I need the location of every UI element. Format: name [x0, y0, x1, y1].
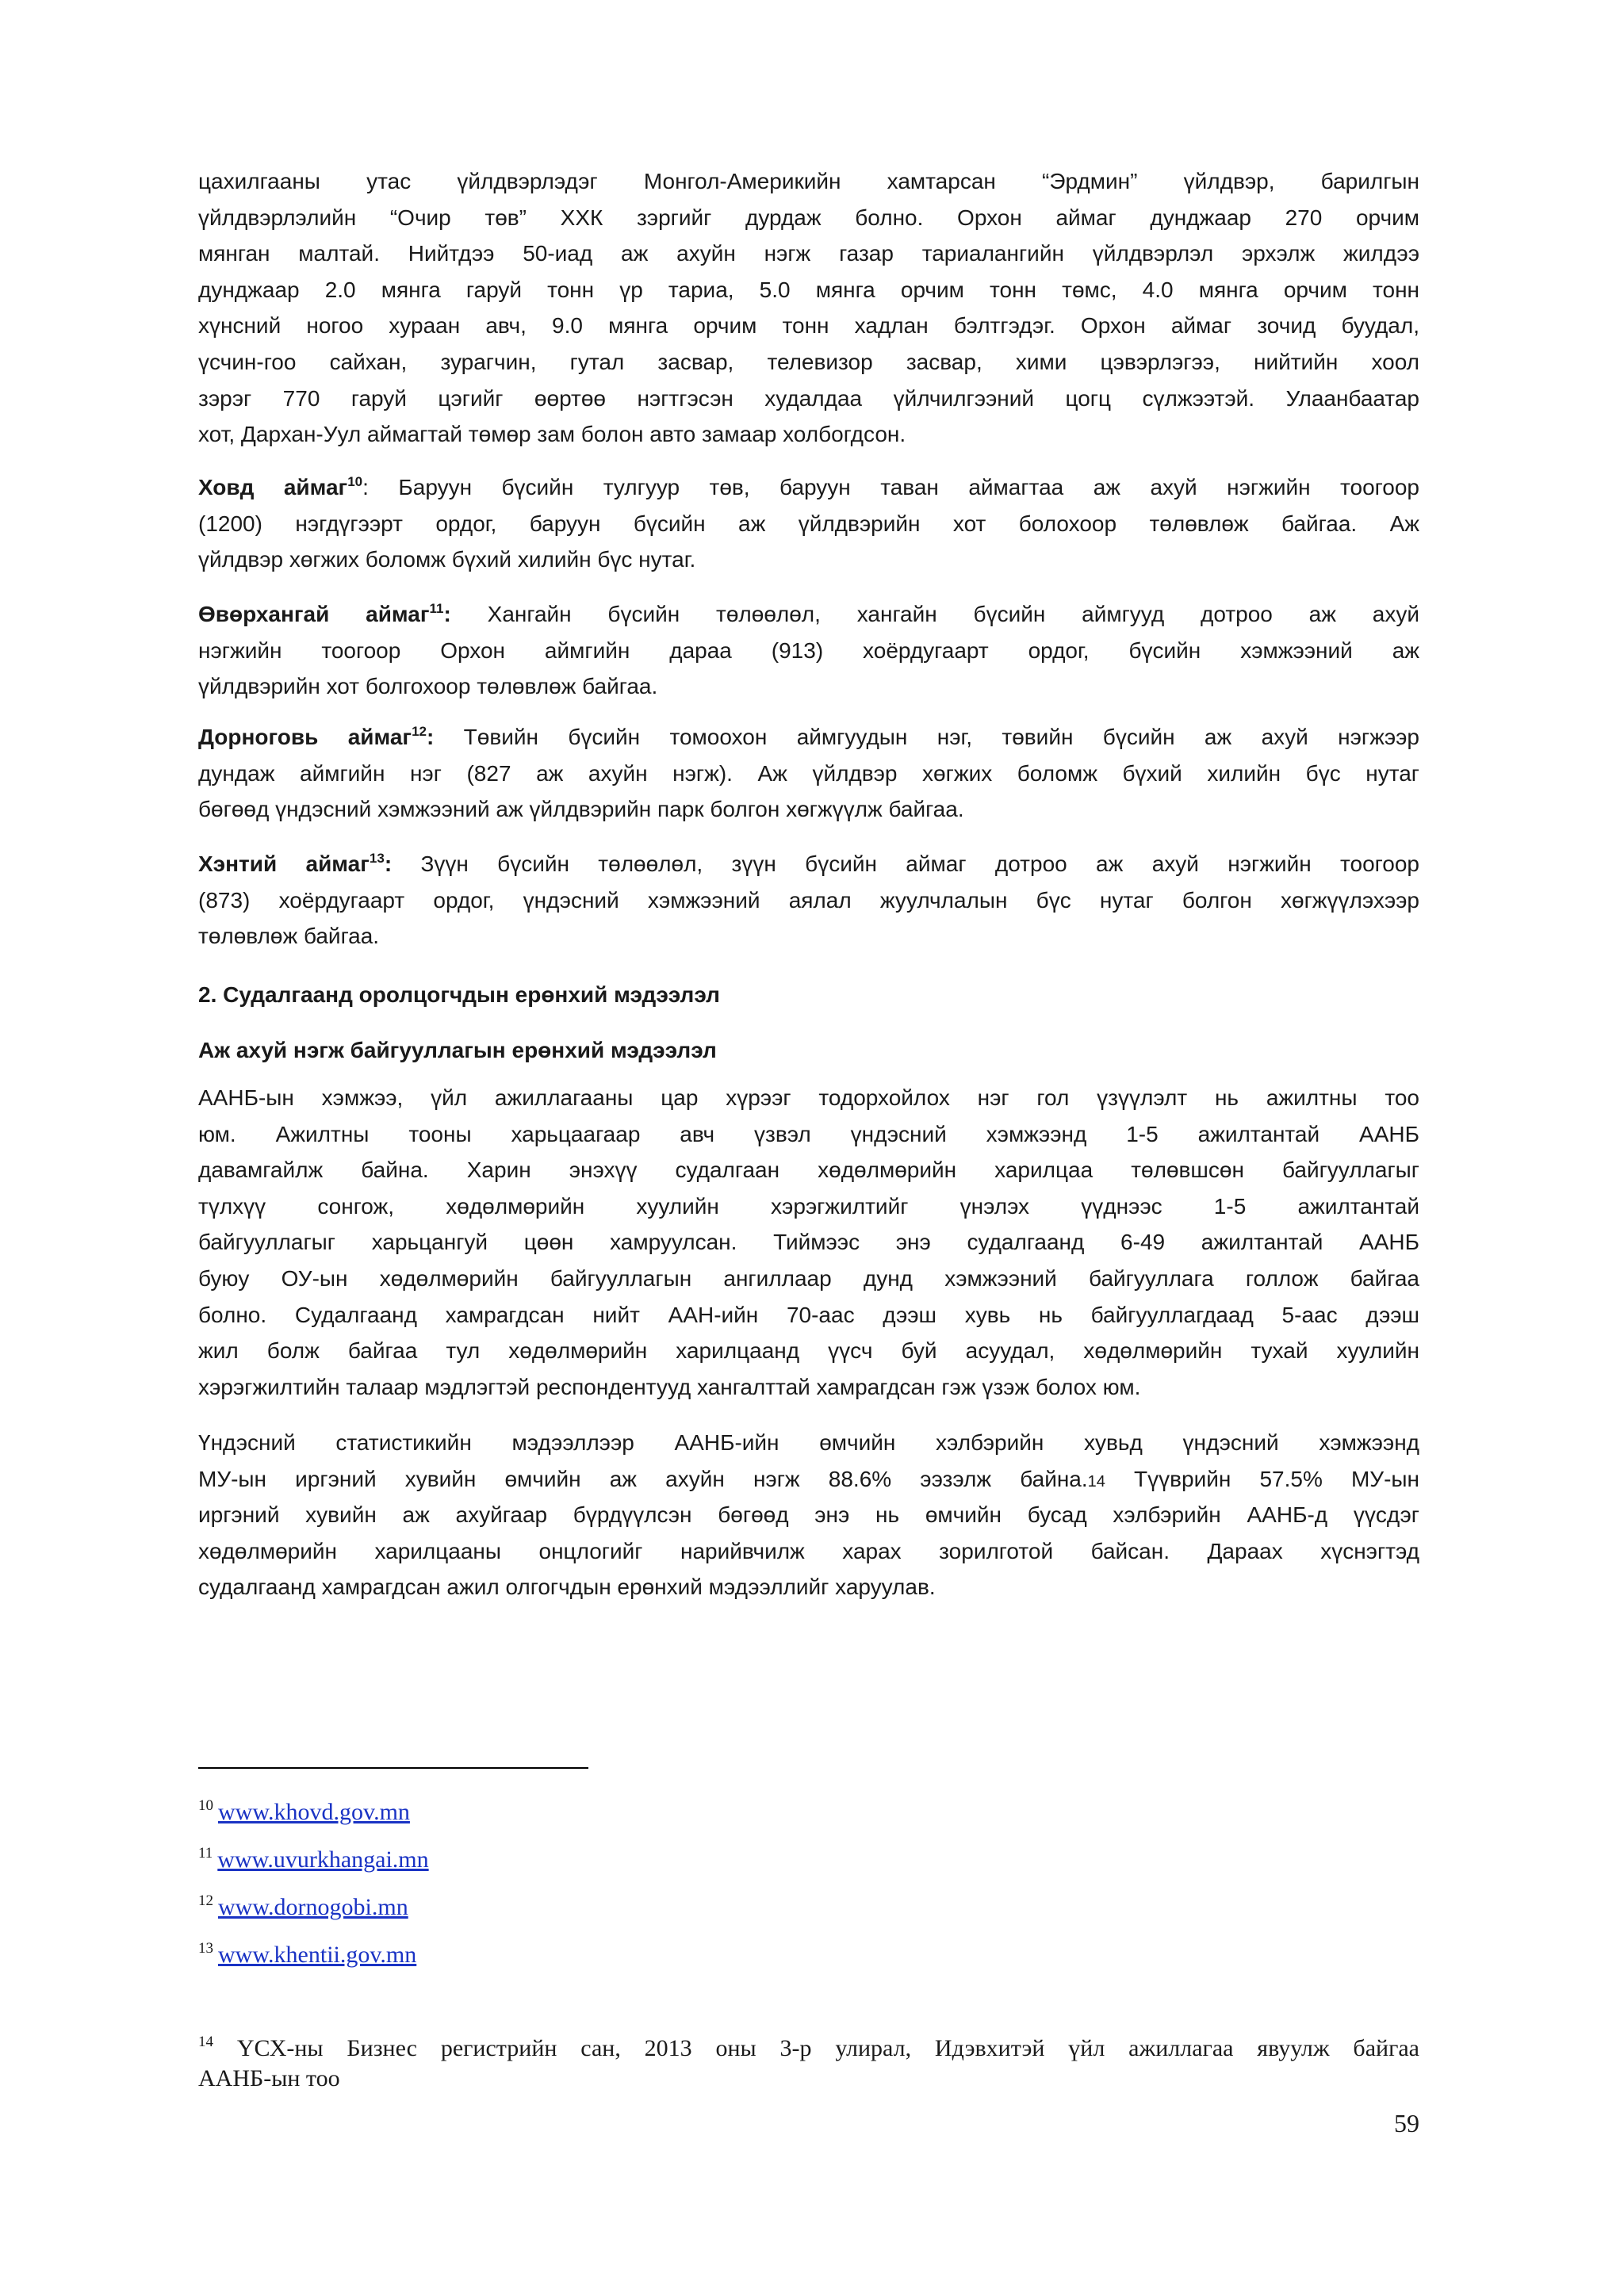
paragraph-aanb-size [198, 1080, 1419, 1405]
footnote-link[interactable]: www.khovd.gov.mn [218, 1799, 410, 1825]
footnote-number: 12 [198, 1892, 213, 1909]
body-line: юм. Ажилтны тооны харьцаагаар авч үзвэл үндэсний хэмжээнд 1-5 ажилтантай ААНБ [198, 1121, 1419, 1146]
body-line [198, 596, 1419, 633]
body-line: төлөвлөж байгаа. [198, 924, 380, 949]
body-line: хүнсний ногоо хураан авч, 9.0 мянга орчим тонн хадлан бэлтгэдэг. Орхон аймаг зочид буудал, [198, 313, 1419, 339]
footnote-separator [198, 1767, 588, 1769]
body-line: үсчин-гоо сайхан, зурагчин, гутал засвар, телевизор засвар, хими цэвэрлэгээ, нийтийн хоол [198, 349, 1419, 374]
body-text: Хангайн бүсийн төлөөлөл, хангайн бүсийн аймгууд дотроо аж ахуй [450, 602, 1419, 626]
paragraph-statistics [198, 1425, 1419, 1605]
footnote-text: ҮСХ-ны Бизнес регистрийн сан, 2013 оны 3-р улирал, Идэвхитэй үйл ажиллагаа явуулж байгаа [213, 2035, 1419, 2061]
footnote-number: 14 [198, 2034, 213, 2050]
footnote-ref: 14 [1087, 1472, 1105, 1490]
paragraph-orkhon [198, 163, 1419, 453]
body-line: буюу ОУ-ын хөдөлмөрийн байгууллагын ангиллаар дунд хэмжээний байгууллага голлож байгаа [198, 1265, 1419, 1291]
body-text: Төвийн бүсийн томоохон аймгуудын нэг, төвийн бүсийн аж ахуй нэгжээр [434, 725, 1419, 749]
footnote [198, 1939, 416, 1971]
body-line: дундаж аймгийн нэг (827 аж ахуйн нэгж). Аж үйлдвэр хөгжих боломж бүхий хилийн бүс нутаг [198, 760, 1419, 786]
footnote [198, 1797, 410, 1828]
colon: : [384, 851, 393, 876]
footnote-number: 11 [198, 1845, 213, 1862]
body-line: нэгжийн тоогоор Орхон аймгийн дараа (913) хоёрдугаарт ордог, бүсийн хэмжээний аж [198, 637, 1419, 663]
body-line: Үндэсний статистикийн мэдээллээр ААНБ-ийн өмчийн хэлбэрийн хувьд үндэсний хэмжээнд [198, 1430, 1419, 1455]
body-line: мянган малтай. Нийтдээ 50-иад аж ахуйн нэгж газар тариалангийн үйлдвэрлэл эрхэлж жилдээ [198, 241, 1419, 266]
footnote-number: 13 [198, 1940, 213, 1957]
paragraph-khovd [198, 469, 1419, 578]
body-line: байгууллагыг харьцангуй цөөн хамруулсан. Тиймээс энэ судалгаанд 6-49 ажилтантай ААНБ [198, 1230, 1419, 1255]
body-line: түлхүү сонгож, хөдөлмөрийн хуулийн хэрэгжилтийг үнэлэх үүднээс 1-5 ажилтантай [198, 1193, 1419, 1219]
footnote-link[interactable]: www.dornogobi.mn [218, 1894, 408, 1920]
body-text: Зүүн бүсийн төлөөлөл, зүүн бүсийн аймаг дотроо аж ахуй нэгжийн тоогоор [392, 851, 1419, 876]
footnote-ref: 10 [347, 474, 363, 489]
body-line: болно. Судалгаанд хамрагдсан нийт ААН-ийн 70-аас дээш хувь нь байгууллагдаад 5-аас дээш [198, 1302, 1419, 1327]
aimag-name: Дорноговь аймаг [198, 725, 412, 749]
body-line [198, 469, 1419, 506]
body-line: бөгөөд үндэсний хэмжээний аж үйлдвэрийн парк болгон хөгжүүлж байгаа. [198, 797, 964, 822]
body-line [198, 1461, 1419, 1498]
body-line: ААНБ-ын хэмжээ, үйл ажиллагааны цар хүрээг тодорхойлох нэг гол үзүүлэлт нь ажилтны тоо [198, 1085, 1419, 1110]
section-heading: 2. Судалгаанд оролцогчдын ерөнхий мэдээлэл [198, 982, 720, 1007]
footnote [198, 1892, 408, 1923]
body-line: үйлдвэр хөгжих боломж бүхий хилийн бүс нутаг. [198, 547, 696, 572]
footnote-link[interactable]: www.khentii.gov.mn [218, 1942, 417, 1968]
body-line: иргэний хувийн аж ахуйгаар бүрдүүлсэн бөгөөд энэ нь өмчийн бусад хэлбэрийн ААНБ-д үүсдэг [198, 1502, 1419, 1528]
footnote-ref: 12 [412, 724, 427, 739]
body-text: Түүврийн 57.5% МУ-ын [1105, 1466, 1419, 1491]
sub-heading: Аж ахуй нэгж байгууллагын ерөнхий мэдээлэл [198, 1038, 717, 1062]
body-line: (1200) нэгдүгээрт ордог, баруун бүсийн аж үйлдвэрийн хот болохоор төлөвлөж байгаа. Аж [198, 511, 1419, 536]
body-line: хөдөлмөрийн харилцааны онцлогийг нарийвчилж харах зорилготой байсан. Дараах хүснэгтэд [198, 1538, 1419, 1563]
body-line [198, 719, 1419, 756]
body-text: Баруун бүсийн тулгуур төв, баруун таван аймагтаа аж ахуй нэгжийн тоогоор [368, 475, 1419, 499]
footnote-link[interactable]: www.uvurkhangai.mn [217, 1846, 429, 1873]
body-line: давамгайлж байна. Харин энэхүү судалгаан хөдөлмөрийн харилцаа төлөвшсөн байгууллагыг [198, 1158, 1419, 1183]
paragraph-uvurkhangai [198, 596, 1419, 705]
body-line: хэрэгжилтийн талаар мэдлэгтэй респондентууд хангалттай хамрагдсан гэж үзэж болох юм. [198, 1374, 1141, 1399]
aimag-name: Өвөрхангай аймаг [198, 602, 430, 626]
colon: : [362, 475, 369, 499]
footnote-ref: 13 [369, 851, 385, 866]
footnote-number: 10 [198, 1797, 213, 1814]
colon: : [443, 602, 451, 626]
body-line [198, 846, 1419, 882]
paragraph-khentii [198, 846, 1419, 955]
body-line: хот, Дархан-Уул аймагтай төмөр зам болон авто замаар холбогдсон. [198, 422, 906, 447]
footnote-line: ААНБ-ын тоо [198, 2065, 340, 2091]
body-line: судалгаанд хамрагдсан ажил олгогчдын ерөнхий мэдээллийг харуулав. [198, 1575, 936, 1600]
body-line: цахилгааны утас үйлдвэрлэдэг Монгол-Америкийн хамтарсан “Эрдмин” үйлдвэр, барилгын [198, 169, 1419, 193]
colon: : [426, 725, 435, 749]
footnote-14 [198, 2034, 1419, 2094]
aimag-name: Ховд аймаг [198, 475, 348, 499]
body-line: дунджаар 2.0 мянга гаруй тонн үр тариа, 5.0 мянга орчим тонн төмс, 4.0 мянга орчим тонн [198, 277, 1419, 302]
paragraph-dornogobi [198, 719, 1419, 828]
body-line: жил болж байгаа тул хөдөлмөрийн харилцаанд үүсч буй асуудал, хөдөлмөрийн тухай хуулийн [198, 1338, 1419, 1364]
body-line: (873) хоёрдугаарт ордог, үндэсний хэмжээний аялал жуулчлалын бүс нутаг болгон хөгжүүлэхээр [198, 887, 1419, 913]
body-text: МУ-ын иргэний хувийн өмчийн аж ахуйн нэгж 88.6% ээзэлж байна. [198, 1466, 1088, 1491]
aimag-name: Хэнтий аймаг [198, 851, 370, 876]
page-number: 59 [1394, 2109, 1419, 2137]
body-line: зэрэг 770 гаруй цэгийг өөртөө нэгтгэсэн худалдаа үйлчилгээний цогц сүлжээтэй. Улаанбаатар [198, 385, 1419, 411]
footnote [198, 1844, 429, 1876]
body-line: үйлдвэрийн хот болгохоор төлөвлөж байгаа. [198, 674, 658, 699]
footnote-ref: 11 [429, 601, 444, 616]
body-line: үйлдвэрлэлийн “Очир төв” ХХК зэргийг дурдаж болно. Орхон аймаг дунджаар 270 орчим [198, 205, 1419, 230]
footnote-line [198, 2034, 1419, 2064]
